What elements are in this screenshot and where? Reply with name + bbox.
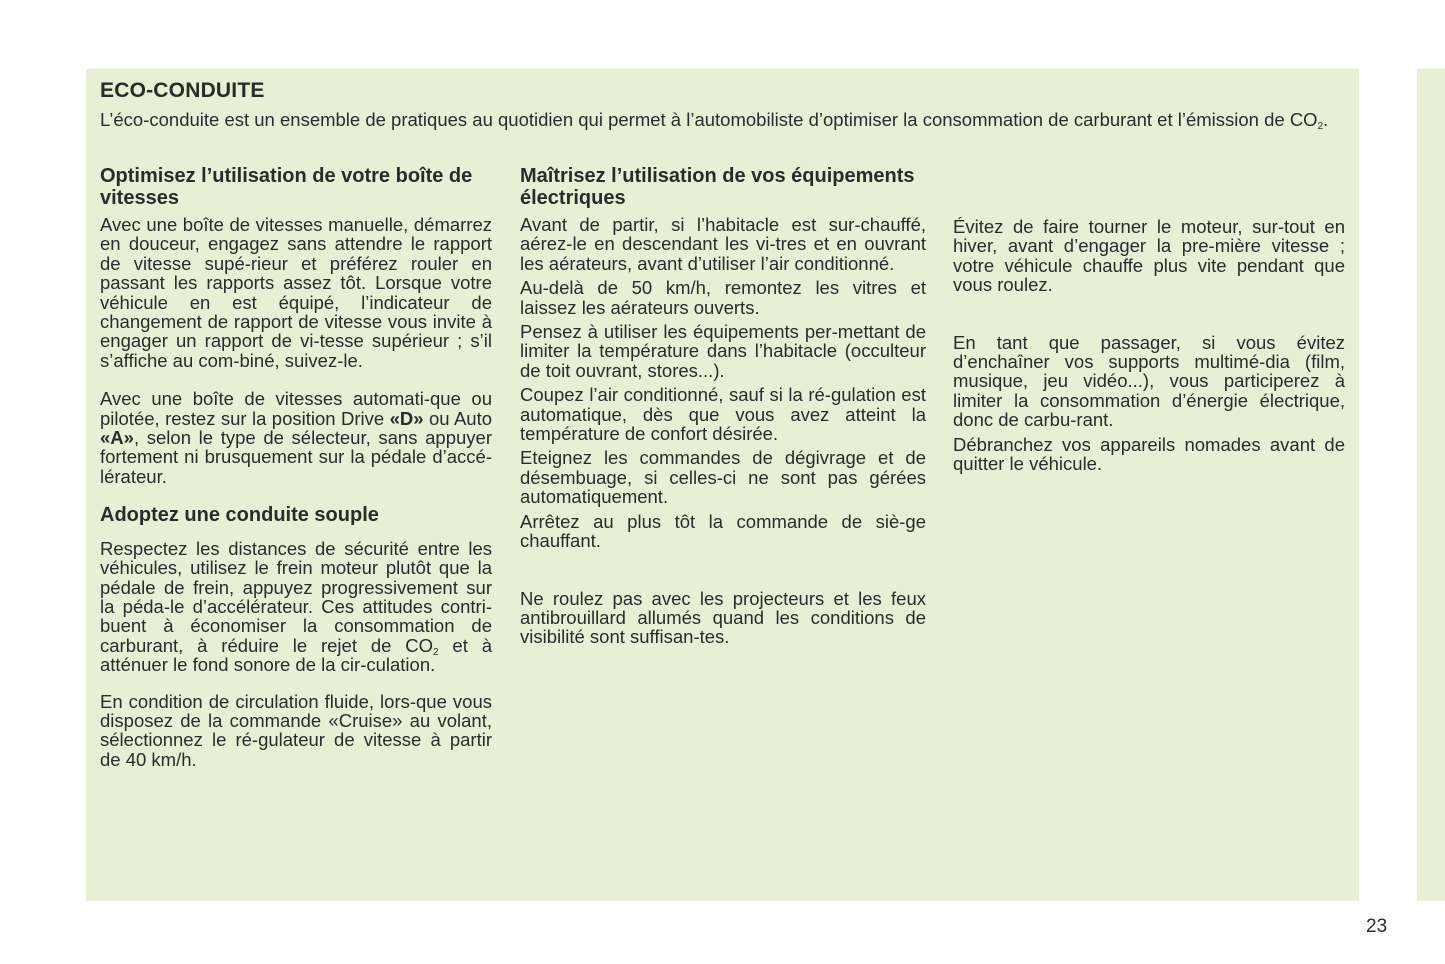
paragraph-nomad-devices: Débranchez vos appareils nomades avant de quitter le véhicule. (953, 433, 1345, 475)
intro-text: L’éco-conduite est un ensemble de pratiques au quotidien qui permet à l’automobiliste d’optimiser la consommation de carburant et l’émission de CO (100, 109, 1318, 130)
auto-label: «A» (100, 427, 134, 449)
drive-label: «D» (389, 407, 424, 429)
paragraph-defrost: Eteignez les commandes de dégivrage et de désembuage, si celles-ci ne sont pas gérées automatiquement. (520, 447, 926, 508)
paragraph-cruise-control: En condition de circulation fluide, lors-que vous disposez de la commande «Cruise» au volant, sélectionnez le ré-gulateur de vitesse à partir de 40 km/h. (100, 690, 492, 770)
paragraph-windows: Au-delà de 50 km/h, remontez les vitres et laissez les aérateurs ouverts. (520, 277, 926, 318)
auto-text-a: Avec une boîte de vitesses automati-que ou pilotée, restez sur la position Drive (100, 388, 492, 429)
auto-text-b: ou Auto (423, 407, 492, 429)
paragraph-heated-seat: Arrêtez au plus tôt la commande de siè-ge chauffant. (520, 510, 926, 552)
column-tips (953, 217, 1345, 473)
co2-subscript: 2 (433, 646, 439, 658)
column-gearbox (100, 166, 492, 769)
intro-paragraph (100, 110, 1345, 130)
paragraph-air-conditioning: Coupez l’air conditionné, sauf si la ré-gulation est automatique, dès que vous avez atteint la température de confort désirée. (520, 384, 926, 445)
paragraph-engine-idle: Évitez de faire tourner le moteur, sur-tout en hiver, avant d’engager la pre-mière vitesse ; votre véhicule chauffe plus vite pendant que vous roulez. (953, 216, 1345, 296)
side-tab (1417, 69, 1445, 901)
paragraph-equipment: Pensez à utiliser les équipements per-mettant de limiter la température dans l’habitacle (occulteur de toit ouvrant, stores...). (520, 321, 926, 381)
section-heading-electrical: Maîtrisez l’utilisation de vos équipements électriques (520, 165, 915, 209)
section-heading-smooth-driving: Adoptez une conduite souple (100, 504, 379, 527)
paragraph-ventilation: Avant de partir, si l’habitacle est sur-chauffé, aérez-le en descendant les vi-tres et en ouvrant les aérateurs, avant d’utiliser l’air conditionné. (520, 214, 926, 274)
paragraph-safety-distance (100, 539, 492, 675)
paragraph-multimedia: En tant que passager, si vous évitez d’enchaîner vos supports multimé-dia (film, musique, jeu vidéo...), vous participerez à limiter la consommation d’énergie électrique, donc de carbu-rant. (953, 331, 1345, 431)
safety-text-a: Respectez les distances de sécurité entre les véhicules, utilisez le frein moteur plutôt que la pédale de frein, appuyez progressivement sur la péda-le d’accélérateur. Ces attitudes contri-buent à économiser la consommation de carburant, à réduire le rejet de CO (100, 537, 492, 656)
intro-subscript: 2 (1317, 121, 1324, 132)
column-electrical (520, 166, 926, 647)
intro-suffix: . (1323, 109, 1329, 130)
paragraph-fog-lights: Ne roulez pas avec les projecteurs et les feux antibrouillard allumés quand les conditions de visibilité sont suffisan-tes. (520, 587, 926, 648)
page-number: 23 (1366, 916, 1388, 937)
auto-text-c: , selon le type de sélecteur, sans appuyer fortement ni brusquement sur la pédale d’accé-lérateur. (100, 427, 492, 487)
paragraph-manual-gearbox: Avec une boîte de vitesses manuelle, démarrez en douceur, engagez sans attendre le rapport de vitesse supé-rieur et préférez rouler en passant les rapports assez tôt. Lorsque votre véhicule en est équipé, l’indicateur de changement de rapport de vitesse vous invite à engager un rapport de vi-tesse supérieur ; s’il s’affiche au com-biné, suivez-le. (100, 214, 492, 371)
section-heading-gearbox: Optimisez l’utilisation de votre boîte de vitesses (100, 165, 473, 209)
page-title: ECO-CONDUITE (100, 79, 265, 102)
paragraph-automatic-gearbox (100, 389, 492, 486)
safety-text-b: et à atténuer le fond sonore de la cir-culation. (100, 634, 493, 676)
